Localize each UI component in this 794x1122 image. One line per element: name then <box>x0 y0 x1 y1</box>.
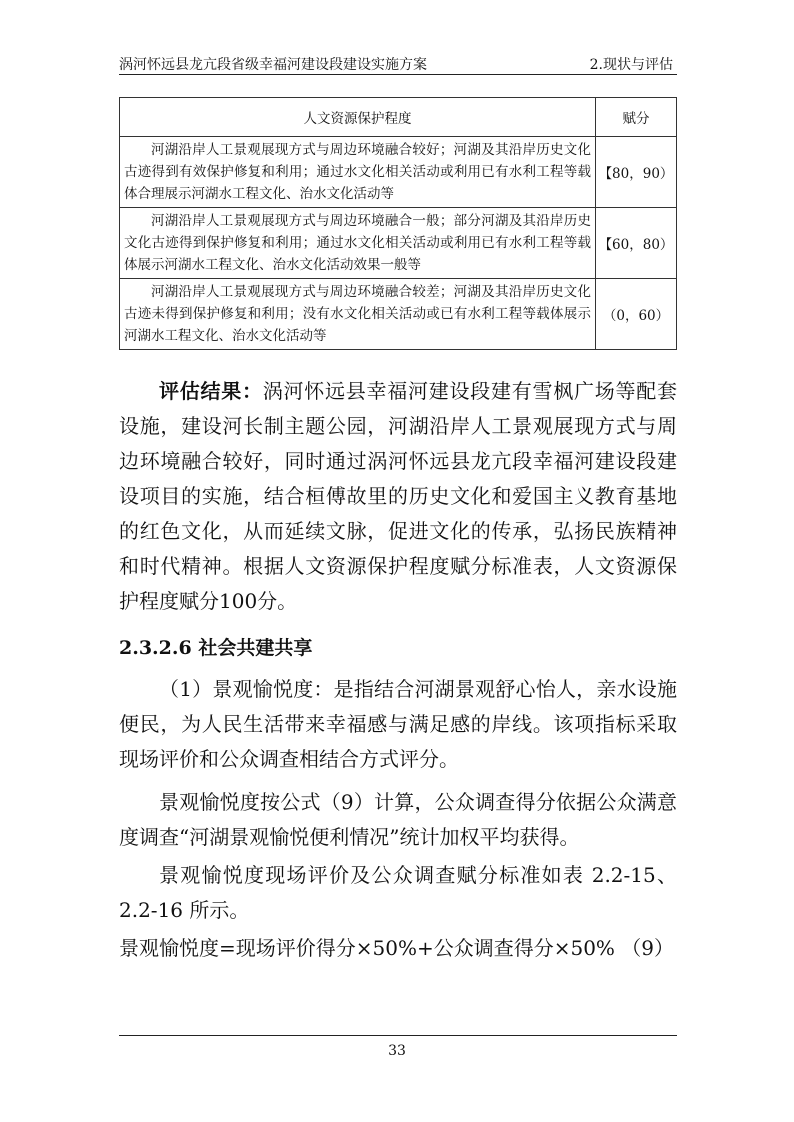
header-section: 2.现状与评估 <box>589 57 673 73</box>
table-cell-desc: 河湖沿岸人工景观展现方式与周边环境融合较好；河湖及其沿岸历史文化古迹得到有效保护修复和利用；通过水文化相关活动或利用已有水利工程等载体合理展示河湖水工程文化、治水文化活动等 <box>120 137 596 208</box>
table-cell-score: 【80，90） <box>596 137 677 208</box>
table-cell-desc: 河湖沿岸人工景观展现方式与周边环境融合一般；部分河湖及其沿岸历史文化古迹得到保护修复和利用；通过水文化相关活动或利用已有水利工程等载体展示河湖水工程文化、治水文化活动效果一般等 <box>120 208 596 279</box>
table-header-score: 赋分 <box>596 98 677 137</box>
section-heading: 2.3.2.6 社会共建共享 <box>119 637 313 659</box>
table-row <box>120 137 677 208</box>
evaluation-result-paragraph <box>119 374 677 619</box>
table-row <box>120 208 677 279</box>
table-header-row <box>120 98 677 137</box>
formula-line: 景观愉悦度=现场评价得分×50%+公众调查得分×50% （9） <box>119 936 675 960</box>
table-cell-desc: 河湖沿岸人工景观展现方式与周边环境融合较差；河湖及其沿岸历史文化古迹未得到保护修复和利用；没有水文化相关活动或已有水利工程等载体展示河湖水工程文化、治水文化活动等 <box>120 279 596 350</box>
table-header-criteria: 人文资源保护程度 <box>120 98 596 137</box>
header-title: 涡河怀远县龙亢段省级幸福河建设段建设实施方案 <box>119 57 427 73</box>
paragraph-formula-explanation: 景观愉悦度按公式（9）计算，公众调查得分依据公众满意度调查“河湖景观愉悦便利情况”统计加权平均获得。 <box>119 790 677 849</box>
table-row <box>120 279 677 350</box>
table-cell-score: 【60，80） <box>596 208 677 279</box>
evaluation-result-text: 涡河怀远县幸福河建设段建有雪枫广场等配套设施，建设河长制主题公园，河湖沿岸人工景观展现方式与周边环境融合较好，同时通过涡河怀远县龙亢段幸福河建设段建设项目的实施，结合桓傅故里的历史文化和爱国主义教育基地的红色文化，从而延续文脉，促进文化的传承，弘扬民族精神和时代精神。根据人文资源保护程度赋分标准表，人文资源保护程度赋分100分。 <box>119 379 677 613</box>
table-cell-score: （0，60） <box>596 279 677 350</box>
footer-rule <box>119 1035 677 1036</box>
paragraph-landscape-pleasure: （1）景观愉悦度：是指结合河湖景观舒心怡人，亲水设施便民，为人民生活带来幸福感与满足感的岸线。该项指标采取现场评价和公众调查相结合方式评分。 <box>119 677 677 771</box>
page-number: 33 <box>388 1043 406 1059</box>
page-header <box>119 52 677 75</box>
humanities-protection-table <box>119 97 677 350</box>
evaluation-result-label: 评估结果： <box>159 379 263 403</box>
paragraph-table-reference: 景观愉悦度现场评价及公众调查赋分标准如表 2.2-15、2.2-16 所示。 <box>119 863 677 922</box>
